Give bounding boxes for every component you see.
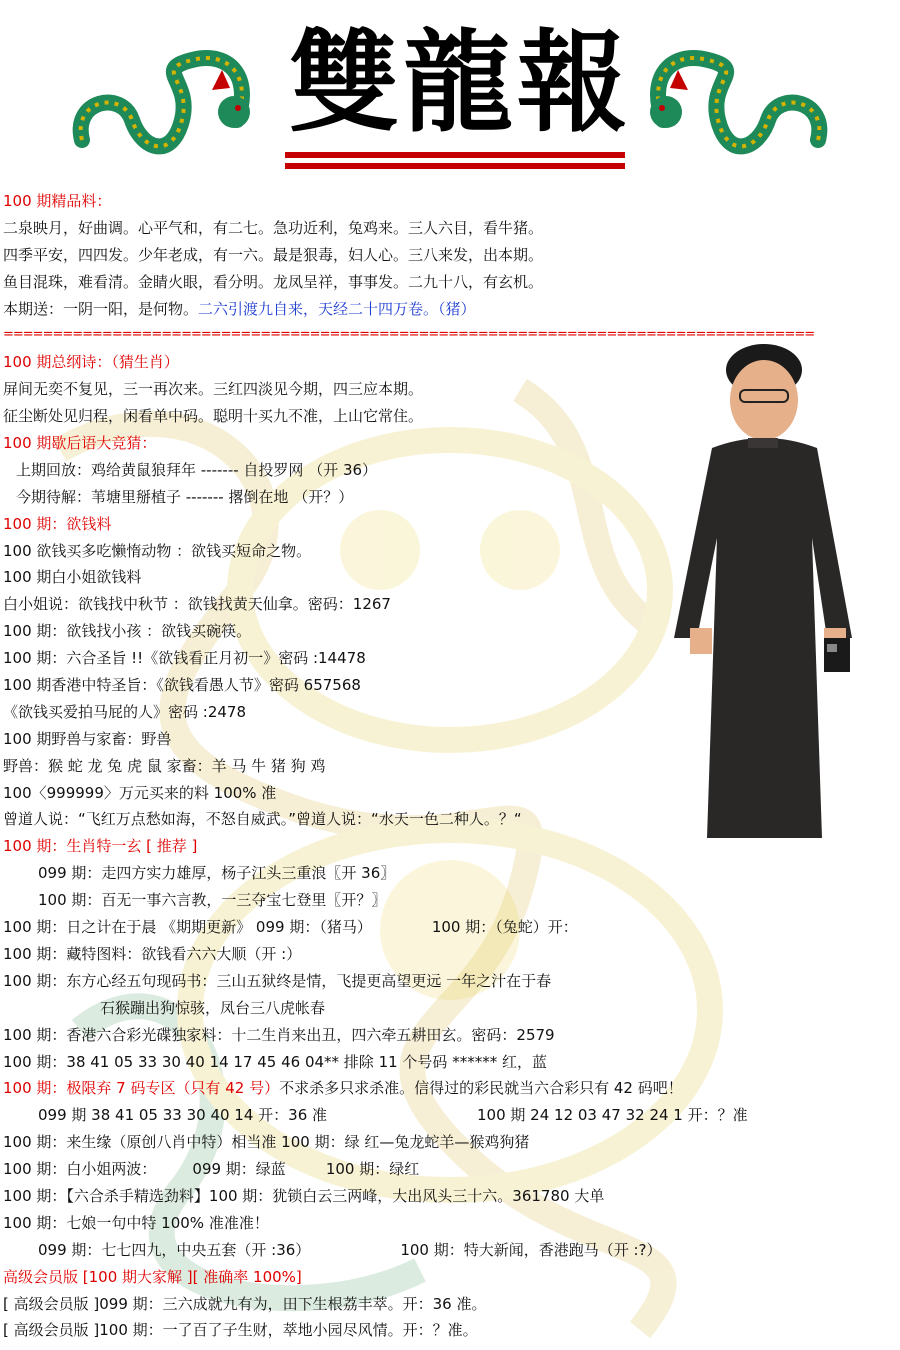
text-line <box>0 1156 900 1183</box>
section-heading: 100 期总纲诗：（猜生肖） <box>3 353 179 372</box>
section-heading: 100 期：欲钱料 <box>3 514 112 533</box>
text-line: 100 期：七娘一句中特 100% 准准准！ <box>3 1213 269 1232</box>
text-span: 100 期 24 12 03 47 32 24 1 开：？准 <box>477 1106 748 1125</box>
text-span: 100 期：日之计在于晨 《期期更新》 099 期：（猪马） <box>3 918 372 937</box>
text-line: 100 期野兽与家畜：野兽 <box>3 729 172 748</box>
section-heading: 100 期精品料： <box>3 192 112 210</box>
text-line: 100 期：来生缘（原创八肖中特）相当准 100 期：绿 红—兔龙蛇羊—猴鸡狗猪 <box>3 1133 530 1152</box>
text-span: 099 期 38 41 05 33 30 40 14 开：36 准 <box>38 1106 328 1125</box>
text-line: 100 期：【六合杀手精选劲料】100 期：犹锁白云三两峰，大出风头三十六。361780 大单 <box>3 1186 605 1205</box>
text-line: 上期回放：鸡给黄鼠狼拜年 ------- 自投罗网 （开 36） <box>16 460 378 479</box>
text-line: 100 期白小姐欲钱料 <box>3 568 142 587</box>
highlight-text: 二六引渡九自来，天经二十四万卷。（猪） <box>198 299 476 318</box>
text-line: 100 期：百无一事六言教，一三夺宝七登里〖开？〗 <box>38 891 387 910</box>
divider-line: ================================================================================== <box>3 327 815 343</box>
text-line: 鱼目混珠，难看清。金睛火眼，看分明。龙凤呈祥，事事发。二九十八，有玄机。 <box>3 272 544 291</box>
text-line: 野兽：猴 蛇 龙 兔 虎 鼠 家畜：羊 马 牛 猪 狗 鸡 <box>3 756 326 775</box>
masthead-underline <box>285 152 625 174</box>
text-line <box>0 914 900 941</box>
text-span: 100 期：白小姐两波： <box>3 1160 157 1179</box>
text-line: 099 期：走四方实力雄厚，杨子江头三重浪〖开 36〗 <box>38 864 396 883</box>
text-span: 100 期：特大新闻，香港跑马（开 :?） <box>400 1240 662 1259</box>
text-line: 今期待解：苇塘里掰植子 ------- 撂倒在地 （开？） <box>16 487 354 506</box>
text-line: 《欲钱买爱拍马屁的人》密码 :2478 <box>3 702 246 721</box>
text-line: 征尘断处见归程，闲看单中码。聪明十买九不准，上山它常住。 <box>3 407 424 426</box>
text-line: 100 期：欲钱找小孩 ：欲钱买碗筷。 <box>3 622 252 641</box>
masthead <box>0 0 900 190</box>
text-line: 100 期：东方心经五句现码书：三山五狱终是情，飞提更高望更远 一年之汁在于春 <box>3 971 552 990</box>
highlight-text: 100 期：极限弃 7 码专区（只有 42 号） <box>3 1079 280 1098</box>
text-line: 屏间无奕不复见，三一再次来。三红四淡见今期，四三应本期。 <box>3 380 424 399</box>
section-heading: 高级会员版 [100 期大家解 ][ 准确率 100%] <box>3 1267 302 1286</box>
text-line: 二泉映月，好曲调。心平气和，有二七。急功近利，兔鸡来。三人六目，看牛猪。 <box>3 218 544 237</box>
section-heading: 100 期：生肖特一玄 [ 推荐 ] <box>3 837 198 856</box>
text-line: 曾道人说：“飞红万点愁如海，不怒自威武。”曾道人说：“水天一色二种人。？“ <box>3 810 522 829</box>
text-line <box>0 1102 900 1129</box>
text-line: [ 高级会员版 ]100 期：一了百了子生财，萃地小园尽风情。开：？准。 <box>3 1321 478 1340</box>
section-heading: 100 期歇后语大竞猜： <box>3 434 157 453</box>
text-span: 099 期：七七四九，中央五套（开 :36） <box>38 1240 311 1259</box>
text-line: 100 欲钱买多吃懒惰动物 ：欲钱买短命之物。 <box>3 541 312 560</box>
text-line: 100 期：藏特图料：欲钱看六六大顺（开 :） <box>3 944 302 963</box>
text-span: 100 期：（兔蛇）开： <box>431 918 578 937</box>
text-line <box>0 1237 900 1264</box>
masthead-title: 雙龍報 <box>289 18 631 147</box>
article-content <box>0 188 900 1344</box>
text-line: 100 期：六合圣旨 !!《欲钱看正月初一》密码 :14478 <box>3 649 366 668</box>
text-line: 四季平安，四四发。少年老成，有一六。最是狠毒，妇人心。三八来发，出本期。 <box>3 245 544 264</box>
text-line: 100 期：38 41 05 33 30 40 14 17 45 46 04** 排除 11 个号码 ****** 红，蓝 <box>3 1052 547 1071</box>
text-line: 石猴蹦出狗惊骇，凤台三八虎帐春 <box>100 998 326 1017</box>
text-line: [ 高级会员版 ]099 期：三六成就九有为，田下生根荔丰萃。开：36 准。 <box>3 1294 487 1313</box>
left-dragon-icon <box>62 30 262 170</box>
text-line: 100 期香港中特圣旨：《欲钱看愚人节》密码 657568 <box>3 676 361 695</box>
text-line <box>0 296 900 323</box>
text-span: 不求杀多只求杀准。信得过的彩民就当六合彩只有 42 码吧！ <box>279 1079 683 1098</box>
text-line <box>0 1075 900 1102</box>
text-line: 白小姐说：欲钱找中秋节 ：欲钱找黄天仙拿。密码：1267 <box>3 595 391 614</box>
text-line: 100 期：香港六合彩光碟独家料：十二生肖来出丑，四六牵五耕田玄。密码：2579 <box>3 1025 555 1044</box>
text-span: 099 期：绿蓝 <box>192 1160 286 1179</box>
text-line: 100〈999999〉万元买来的料 100% 准 <box>3 783 277 802</box>
text-span: 本期送：一阴一阳，是何物。 <box>3 299 199 318</box>
right-dragon-icon <box>638 30 838 170</box>
text-span: 100 期：绿红 <box>325 1160 420 1179</box>
